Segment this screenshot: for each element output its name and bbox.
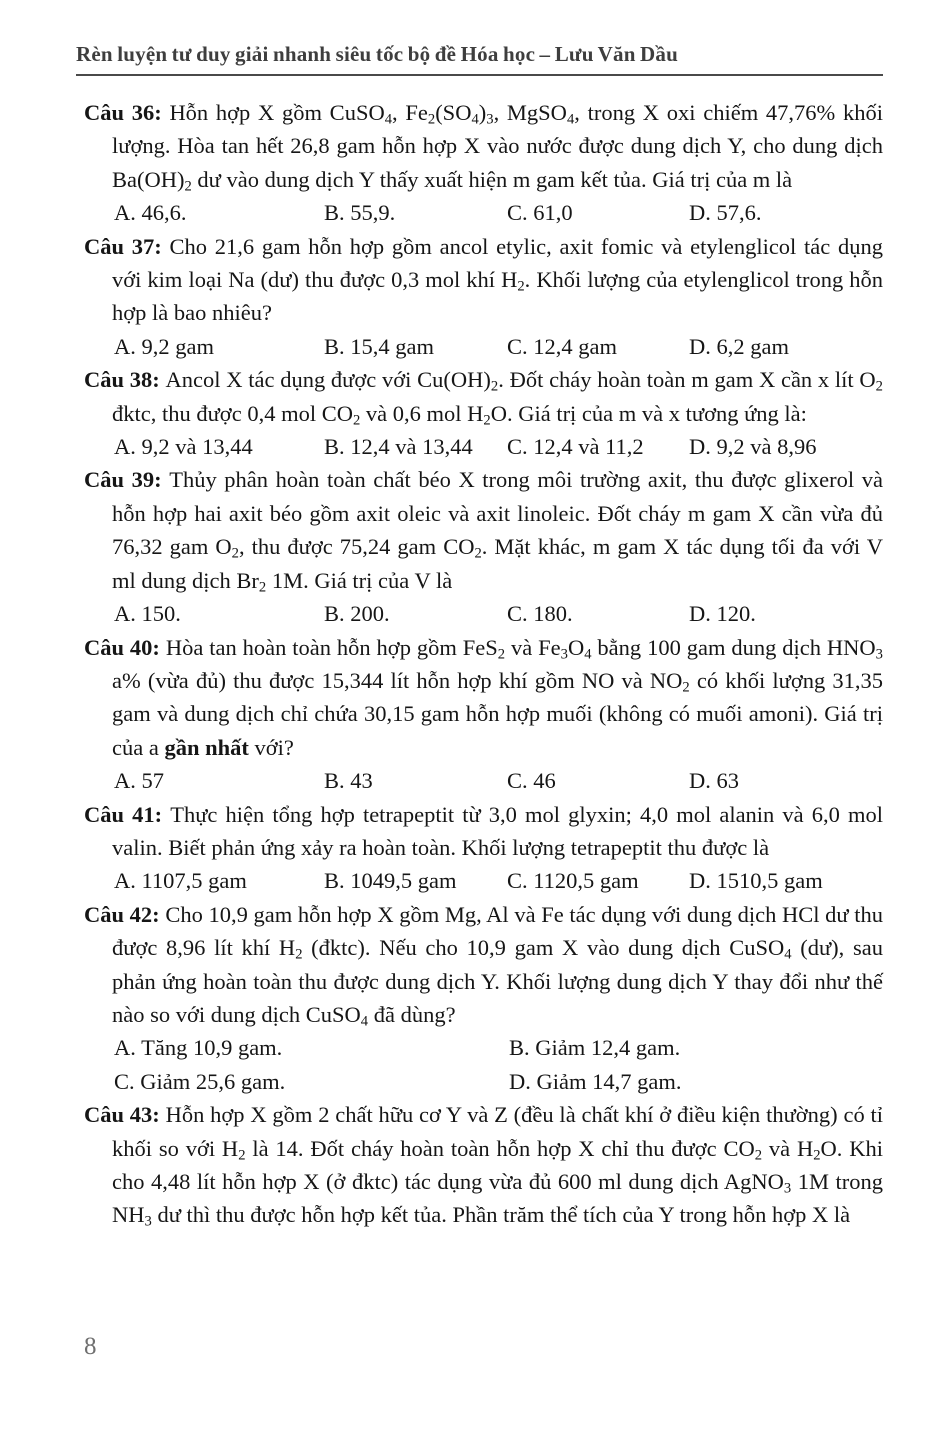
- subscript: 4: [360, 1013, 369, 1030]
- options-row: [84, 330, 883, 363]
- question-42: [84, 898, 883, 1098]
- question-text: [84, 1098, 883, 1232]
- options-row: [84, 764, 883, 797]
- text-run: (SO: [435, 100, 472, 125]
- question-text: [84, 631, 883, 765]
- question-label: Câu 37:: [84, 233, 170, 259]
- text-run: Hỗn hợp X gồm CuSO: [169, 100, 385, 125]
- text-run: là 14. Đốt cháy hoàn toàn hỗn hợp X chỉ thu được CO: [245, 1135, 755, 1161]
- option-B: B. 55,9.: [324, 200, 396, 226]
- option-B: B. Giảm 12,4 gam.: [509, 1035, 681, 1061]
- text-run: (dư), sau phản ứng hoàn toàn thu được dung dịch Y. Khối lượng dung dịch Y thay đổi như thế nào so với dung dịch CuSO: [112, 935, 883, 1027]
- text-run: và H: [762, 1135, 814, 1161]
- subscript: 2: [258, 579, 267, 596]
- question-label: Câu 41:: [84, 801, 171, 827]
- text-run: , Fe: [392, 100, 428, 125]
- question-label: Câu 38:: [84, 367, 166, 393]
- question-text: [84, 363, 883, 430]
- subscript: 2: [875, 378, 883, 395]
- text-run: đktc, thu được 0,4 mol CO: [112, 400, 353, 426]
- emphasis: gần nhất: [164, 734, 249, 760]
- option-C: C. 12,4 và 11,2: [507, 434, 644, 460]
- text-run: a% (vừa đủ) thu được 15,344 lít hỗn hợp khí gồm NO và NO: [112, 667, 683, 693]
- question-38: [84, 363, 883, 463]
- option-C: C. 12,4 gam: [507, 333, 617, 359]
- option-A: A. Tăng 10,9 gam.: [114, 1035, 283, 1061]
- subscript: 2: [231, 545, 239, 562]
- text-run: bằng 100 gam dung dịch HNO: [591, 634, 876, 660]
- text-run: . Đốt cháy hoàn toàn m gam X cần x lít O: [498, 367, 876, 393]
- option-D: D. 9,2 và 8,96: [689, 434, 817, 460]
- option-D: D. Giảm 14,7 gam.: [509, 1068, 682, 1094]
- option-C: C. Giảm 25,6 gam.: [114, 1068, 286, 1094]
- text-run: ): [478, 100, 487, 125]
- text-run: và Fe: [505, 634, 561, 660]
- subscript: 2: [427, 111, 436, 128]
- question-43: [84, 1098, 883, 1232]
- question-39: [84, 463, 883, 630]
- option-D: D. 120.: [689, 601, 756, 627]
- option-D: D. 1510,5 gam: [689, 868, 823, 894]
- text-run: Thủy phân hoàn toàn chất béo X trong môi trường axit, thu được glixerol và hỗn hợp hai axit béo gồm axit oleic và axit linoleic. Đốt cháy m gam X cần vừa đủ 76,32 gam O: [112, 467, 883, 560]
- text-run: 1M. Giá trị của V là: [266, 567, 453, 593]
- subscript: 4: [566, 111, 575, 128]
- text-run: Cho 21,6 gam hỗn hợp gồm ancol etylic, axit fomic và etylenglicol tác dụng với kim loại Na (dư) thu được 0,3 mol khí H: [112, 233, 883, 293]
- subscript: 2: [295, 946, 303, 963]
- subscript: 4: [384, 111, 393, 128]
- question-label: Câu 40:: [84, 634, 166, 660]
- question-40: [84, 631, 883, 798]
- subscript: 4: [784, 946, 792, 963]
- text-run: Ancol X tác dụng được với Cu(OH): [165, 367, 491, 393]
- question-label: Câu 36:: [84, 100, 170, 125]
- text-run: O. Khi cho 4,48 lít hỗn hợp X (ở đktc) tác dụng vừa đủ 600 ml dung dịch AgNO: [112, 1135, 883, 1194]
- option-A: A. 9,2 và 13,44: [114, 434, 253, 460]
- text-run: O: [567, 634, 585, 660]
- option-A: A. 9,2 gam: [114, 333, 214, 359]
- text-run: có khối lượng 31,35 gam và dung dịch chỉ chứa 30,15 gam hỗn hợp muối (không có muối amoni). Giá trị của a: [112, 667, 883, 760]
- text-run: dư thì thu được hỗn hợp kết tủa. Phần trăm thể tích của Y trong hỗn hợp X là: [151, 1202, 851, 1228]
- option-B: B. 43: [324, 768, 373, 794]
- option-C: C. 180.: [507, 601, 573, 627]
- questions-list: [84, 96, 883, 1232]
- option-B: B. 200.: [324, 601, 390, 627]
- question-label: Câu 39:: [84, 467, 170, 493]
- question-text: [84, 463, 883, 597]
- text-run: Thực hiện tổng hợp tetrapeptit từ 3,0 mol glyxin; 4,0 mol alanin và 6,0 mol valin. Biết phản ứng xảy ra hoàn toàn. Khối lượng tetrapeptit thu được là: [112, 801, 883, 860]
- subscript: 2: [238, 1147, 246, 1164]
- text-run: Hòa tan hoàn toàn hỗn hợp gồm FeS: [165, 634, 498, 660]
- subscript: 3: [144, 1214, 152, 1231]
- subscript: 2: [497, 646, 506, 663]
- option-B: B. 12,4 và 13,44: [324, 434, 473, 460]
- subscript: 3: [875, 646, 883, 663]
- option-C: C. 46: [507, 768, 556, 794]
- option-C: C. 61,0: [507, 200, 573, 226]
- question-label: Câu 42:: [84, 901, 166, 927]
- option-A: A. 46,6.: [114, 200, 187, 226]
- option-B: B. 15,4 gam: [324, 333, 434, 359]
- subscript: 2: [813, 1147, 821, 1164]
- text-run: đã dùng?: [368, 1001, 456, 1027]
- subscript: 3: [783, 1180, 792, 1197]
- subscript: 2: [352, 412, 361, 429]
- subscript: 4: [471, 111, 479, 128]
- subscript: 2: [682, 679, 690, 696]
- text-run: 1M trong NH: [112, 1169, 883, 1228]
- subscript: 2: [474, 545, 482, 562]
- option-C: C. 1120,5 gam: [507, 868, 639, 894]
- subscript: 2: [517, 278, 525, 295]
- question-text: [84, 96, 883, 196]
- subscript: 2: [490, 378, 499, 395]
- text-run: . Khối lượng của etylenglicol trong hỗn hợp là bao nhiêu?: [112, 267, 884, 326]
- options-row: [84, 864, 883, 897]
- text-run: Hỗn hợp X gồm 2 chất hữu cơ Y và Z (đều là chất khí ở điều kiện thường) có tỉ khối so với H: [112, 1102, 883, 1161]
- subscript: 3: [486, 111, 494, 128]
- text-run: , thu được 75,24 gam CO: [238, 534, 475, 560]
- subscript: 2: [184, 178, 192, 195]
- text-run: . Mặt khác, m gam X tác dụng tối đa với V ml dung dịch Br: [112, 534, 883, 593]
- subscript: 4: [584, 646, 592, 663]
- text-run: Cho 10,9 gam hỗn hợp X gồm Mg, Al và Fe tác dụng với dung dịch HCl dư thu được 8,96 lít khí H: [112, 901, 883, 961]
- text-run: dư vào dung dịch Y thấy xuất hiện m gam kết tủa. Giá trị của m là: [191, 166, 793, 192]
- page-number: 8: [84, 1333, 97, 1360]
- text-run: , trong X oxi chiếm 47,76% khối lượng. Hòa tan hết 26,8 gam hỗn hợp X vào nước được dung dịch Y, cho dung dịch Ba(OH): [112, 100, 883, 192]
- text-run: (đktc). Nếu cho 10,9 gam X vào dung dịch CuSO: [302, 935, 785, 961]
- text-run: với?: [248, 734, 294, 760]
- options-row: [84, 430, 883, 463]
- options-row: [84, 1031, 883, 1098]
- subscript: 2: [754, 1147, 763, 1164]
- text-run: và 0,6 mol H: [360, 400, 484, 426]
- option-D: D. 57,6.: [689, 200, 762, 226]
- question-label: Câu 43:: [84, 1102, 166, 1128]
- question-36: [84, 96, 883, 230]
- option-A: A. 150.: [114, 601, 181, 627]
- options-row: [84, 196, 883, 229]
- options-row: [84, 597, 883, 630]
- question-text: [84, 230, 883, 330]
- text-run: O. Giá trị của m và x tương ứng là:: [490, 400, 807, 426]
- option-D: D. 63: [689, 768, 739, 794]
- text-run: , MgSO: [493, 100, 567, 125]
- question-text: [84, 898, 883, 1032]
- question-text: [84, 798, 883, 865]
- question-37: [84, 230, 883, 364]
- option-A: A. 57: [114, 768, 164, 794]
- option-D: D. 6,2 gam: [689, 333, 789, 359]
- option-A: A. 1107,5 gam: [114, 868, 247, 894]
- subscript: 3: [560, 646, 568, 663]
- running-header: Rèn luyện tư duy giải nhanh siêu tốc bộ đề Hóa học – Lưu Văn Dầu: [76, 42, 883, 76]
- option-B: B. 1049,5 gam: [324, 868, 457, 894]
- subscript: 2: [483, 412, 491, 429]
- question-41: [84, 798, 883, 898]
